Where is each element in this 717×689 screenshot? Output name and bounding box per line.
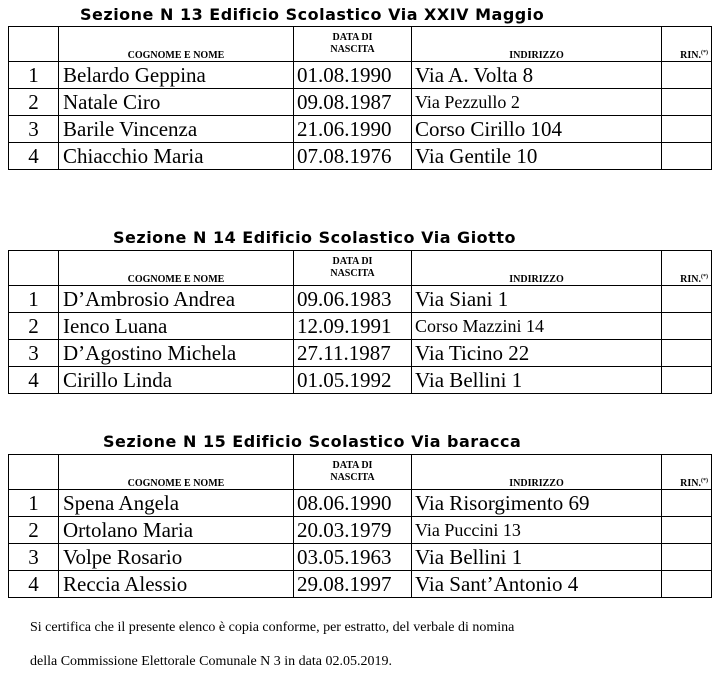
row-number: 3	[9, 116, 59, 143]
table-row	[9, 62, 712, 89]
row-number: 2	[9, 313, 59, 340]
row-date: 07.08.1976	[294, 143, 412, 170]
row-address: Via Ticino 22	[412, 340, 662, 367]
row-address: Via Puccini 13	[412, 517, 662, 544]
table-row	[9, 116, 712, 143]
row-name: Volpe Rosario	[59, 544, 294, 571]
row-name: D’Ambrosio Andrea	[59, 286, 294, 313]
row-date: 01.05.1992	[294, 367, 412, 394]
table-row	[9, 143, 712, 170]
row-rin	[662, 116, 712, 143]
row-rin	[662, 286, 712, 313]
row-date: 09.08.1987	[294, 89, 412, 116]
row-rin	[662, 340, 712, 367]
row-name: Natale Ciro	[59, 89, 294, 116]
date-header-line1: DATA DI	[332, 256, 373, 267]
date-header-line1: DATA DI	[332, 32, 373, 43]
row-address: Via Risorgimento 69	[412, 490, 662, 517]
date-header	[294, 455, 412, 490]
date-header-line2: NASCITA	[330, 44, 375, 55]
section-title: Sezione N 14 Edificio Scolastico Via Giotto	[113, 228, 516, 247]
row-address: Via Siani 1	[412, 286, 662, 313]
row-address: Corso Mazzini 14	[412, 313, 662, 340]
row-address: Via Gentile 10	[412, 143, 662, 170]
row-number: 4	[9, 367, 59, 394]
row-name: Chiacchio Maria	[59, 143, 294, 170]
section-table	[8, 454, 712, 598]
row-number: 1	[9, 490, 59, 517]
date-header	[294, 251, 412, 286]
table-row	[9, 544, 712, 571]
table-row	[9, 367, 712, 394]
number-header	[9, 251, 59, 286]
table-row	[9, 89, 712, 116]
row-date: 03.05.1963	[294, 544, 412, 571]
table-row	[9, 340, 712, 367]
row-rin	[662, 517, 712, 544]
table-row	[9, 517, 712, 544]
row-date: 01.08.1990	[294, 62, 412, 89]
table-row	[9, 490, 712, 517]
row-address: Via Bellini 1	[412, 367, 662, 394]
date-header-line2: NASCITA	[330, 472, 375, 483]
section-table	[8, 250, 712, 394]
row-number: 3	[9, 544, 59, 571]
table-header-row	[9, 27, 712, 62]
row-date: 21.06.1990	[294, 116, 412, 143]
row-number: 4	[9, 571, 59, 598]
row-name: Belardo Geppina	[59, 62, 294, 89]
row-rin	[662, 367, 712, 394]
row-date: 29.08.1997	[294, 571, 412, 598]
row-date: 12.09.1991	[294, 313, 412, 340]
rin-header: RIN.(*)	[662, 455, 712, 490]
name-header: COGNOME E NOME	[59, 455, 294, 490]
date-header-line1: DATA DI	[332, 460, 373, 471]
row-date: 09.06.1983	[294, 286, 412, 313]
row-rin	[662, 62, 712, 89]
certification-line-2: della Commissione Elettorale Comunale N 3 in data 02.05.2019.	[30, 654, 392, 669]
section-title: Sezione N 15 Edificio Scolastico Via baracca	[103, 432, 522, 451]
address-header: INDIRIZZO	[412, 455, 662, 490]
row-rin	[662, 89, 712, 116]
row-number: 4	[9, 143, 59, 170]
rin-header: RIN.(*)	[662, 251, 712, 286]
table-row	[9, 571, 712, 598]
rin-header: RIN.(*)	[662, 27, 712, 62]
row-name: Reccia Alessio	[59, 571, 294, 598]
row-name: Cirillo Linda	[59, 367, 294, 394]
row-rin	[662, 490, 712, 517]
row-rin	[662, 544, 712, 571]
table-row	[9, 313, 712, 340]
certification-line-1: Si certifica che il presente elenco è copia conforme, per estratto, del verbale di nomina	[30, 620, 515, 635]
table-row	[9, 286, 712, 313]
section-title: Sezione N 13 Edificio Scolastico Via XXIV Maggio	[80, 5, 545, 24]
row-number: 2	[9, 89, 59, 116]
row-address: Via Bellini 1	[412, 544, 662, 571]
row-number: 3	[9, 340, 59, 367]
row-address: Corso Cirillo 104	[412, 116, 662, 143]
row-number: 2	[9, 517, 59, 544]
name-header: COGNOME E NOME	[59, 251, 294, 286]
date-header	[294, 27, 412, 62]
row-address: Via A. Volta 8	[412, 62, 662, 89]
date-header-line2: NASCITA	[330, 268, 375, 279]
row-address: Via Pezzullo 2	[412, 89, 662, 116]
address-header: INDIRIZZO	[412, 27, 662, 62]
row-name: Ienco Luana	[59, 313, 294, 340]
row-number: 1	[9, 286, 59, 313]
name-header: COGNOME E NOME	[59, 27, 294, 62]
row-date: 08.06.1990	[294, 490, 412, 517]
row-rin	[662, 143, 712, 170]
section-table	[8, 26, 712, 170]
row-name: Ortolano Maria	[59, 517, 294, 544]
address-header: INDIRIZZO	[412, 251, 662, 286]
row-number: 1	[9, 62, 59, 89]
table-header-row	[9, 251, 712, 286]
table-header-row	[9, 455, 712, 490]
row-date: 20.03.1979	[294, 517, 412, 544]
row-date: 27.11.1987	[294, 340, 412, 367]
row-rin	[662, 313, 712, 340]
row-address: Via Sant’Antonio 4	[412, 571, 662, 598]
number-header	[9, 27, 59, 62]
number-header	[9, 455, 59, 490]
row-name: D’Agostino Michela	[59, 340, 294, 367]
row-name: Barile Vincenza	[59, 116, 294, 143]
row-name: Spena Angela	[59, 490, 294, 517]
row-rin	[662, 571, 712, 598]
